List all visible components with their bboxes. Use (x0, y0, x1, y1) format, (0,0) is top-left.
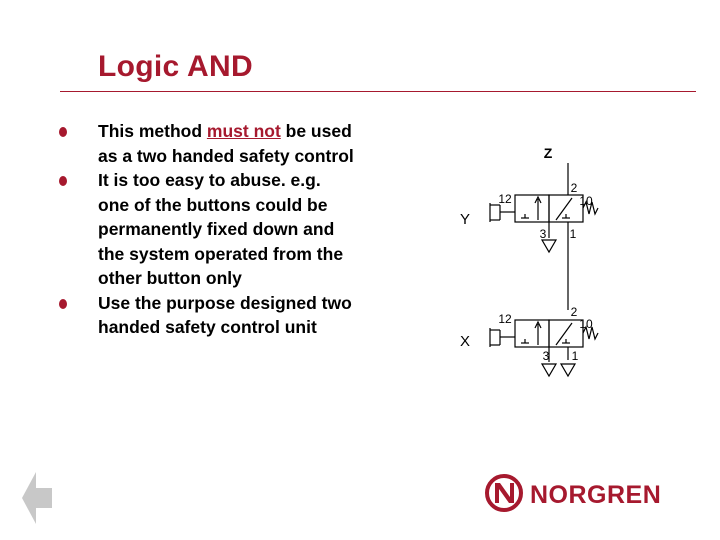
port-label: 10 (579, 194, 593, 208)
port-label: 10 (579, 317, 593, 331)
port-label: 2 (570, 305, 578, 319)
port-label: 12 (498, 192, 512, 206)
port-label: 3 (539, 227, 547, 241)
bullet-text: It is too easy to abuse. e.g. one of the buttons could be permanently fixed down and the system operated from the other button only (98, 170, 344, 288)
bullet-text: Use the purpose designed two handed safety control unit (98, 292, 352, 337)
port-label: 3 (542, 349, 550, 363)
bullet-dot-icon (59, 127, 67, 137)
port-label: 1 (571, 349, 579, 363)
port-label: 12 (498, 312, 512, 326)
output-label-z: Z (543, 145, 553, 161)
input-label-y: Y (459, 211, 471, 228)
slide-title: Logic AND (98, 50, 253, 83)
logo-text: NORGREN (530, 481, 662, 509)
bullet-item (56, 168, 356, 291)
bullet-highlight: must not (206, 121, 281, 141)
bullet-list (56, 119, 356, 340)
norgren-emblem-icon (487, 476, 521, 510)
bullet-dot-icon (59, 176, 67, 186)
title-divider (60, 91, 696, 92)
pneumatic-and-circuit-diagram (440, 130, 610, 390)
norgren-logo (484, 470, 699, 516)
bullet-item (56, 291, 356, 340)
input-label-x: X (459, 333, 471, 350)
port-label: 1 (569, 227, 577, 241)
back-arrow-icon[interactable] (22, 472, 52, 524)
bullet-item (56, 119, 356, 168)
port-label: 2 (570, 181, 578, 195)
bullet-dot-icon (59, 299, 67, 309)
bullet-text: be used as a two handed safety control (98, 121, 354, 166)
bullet-text: This method (98, 121, 207, 141)
